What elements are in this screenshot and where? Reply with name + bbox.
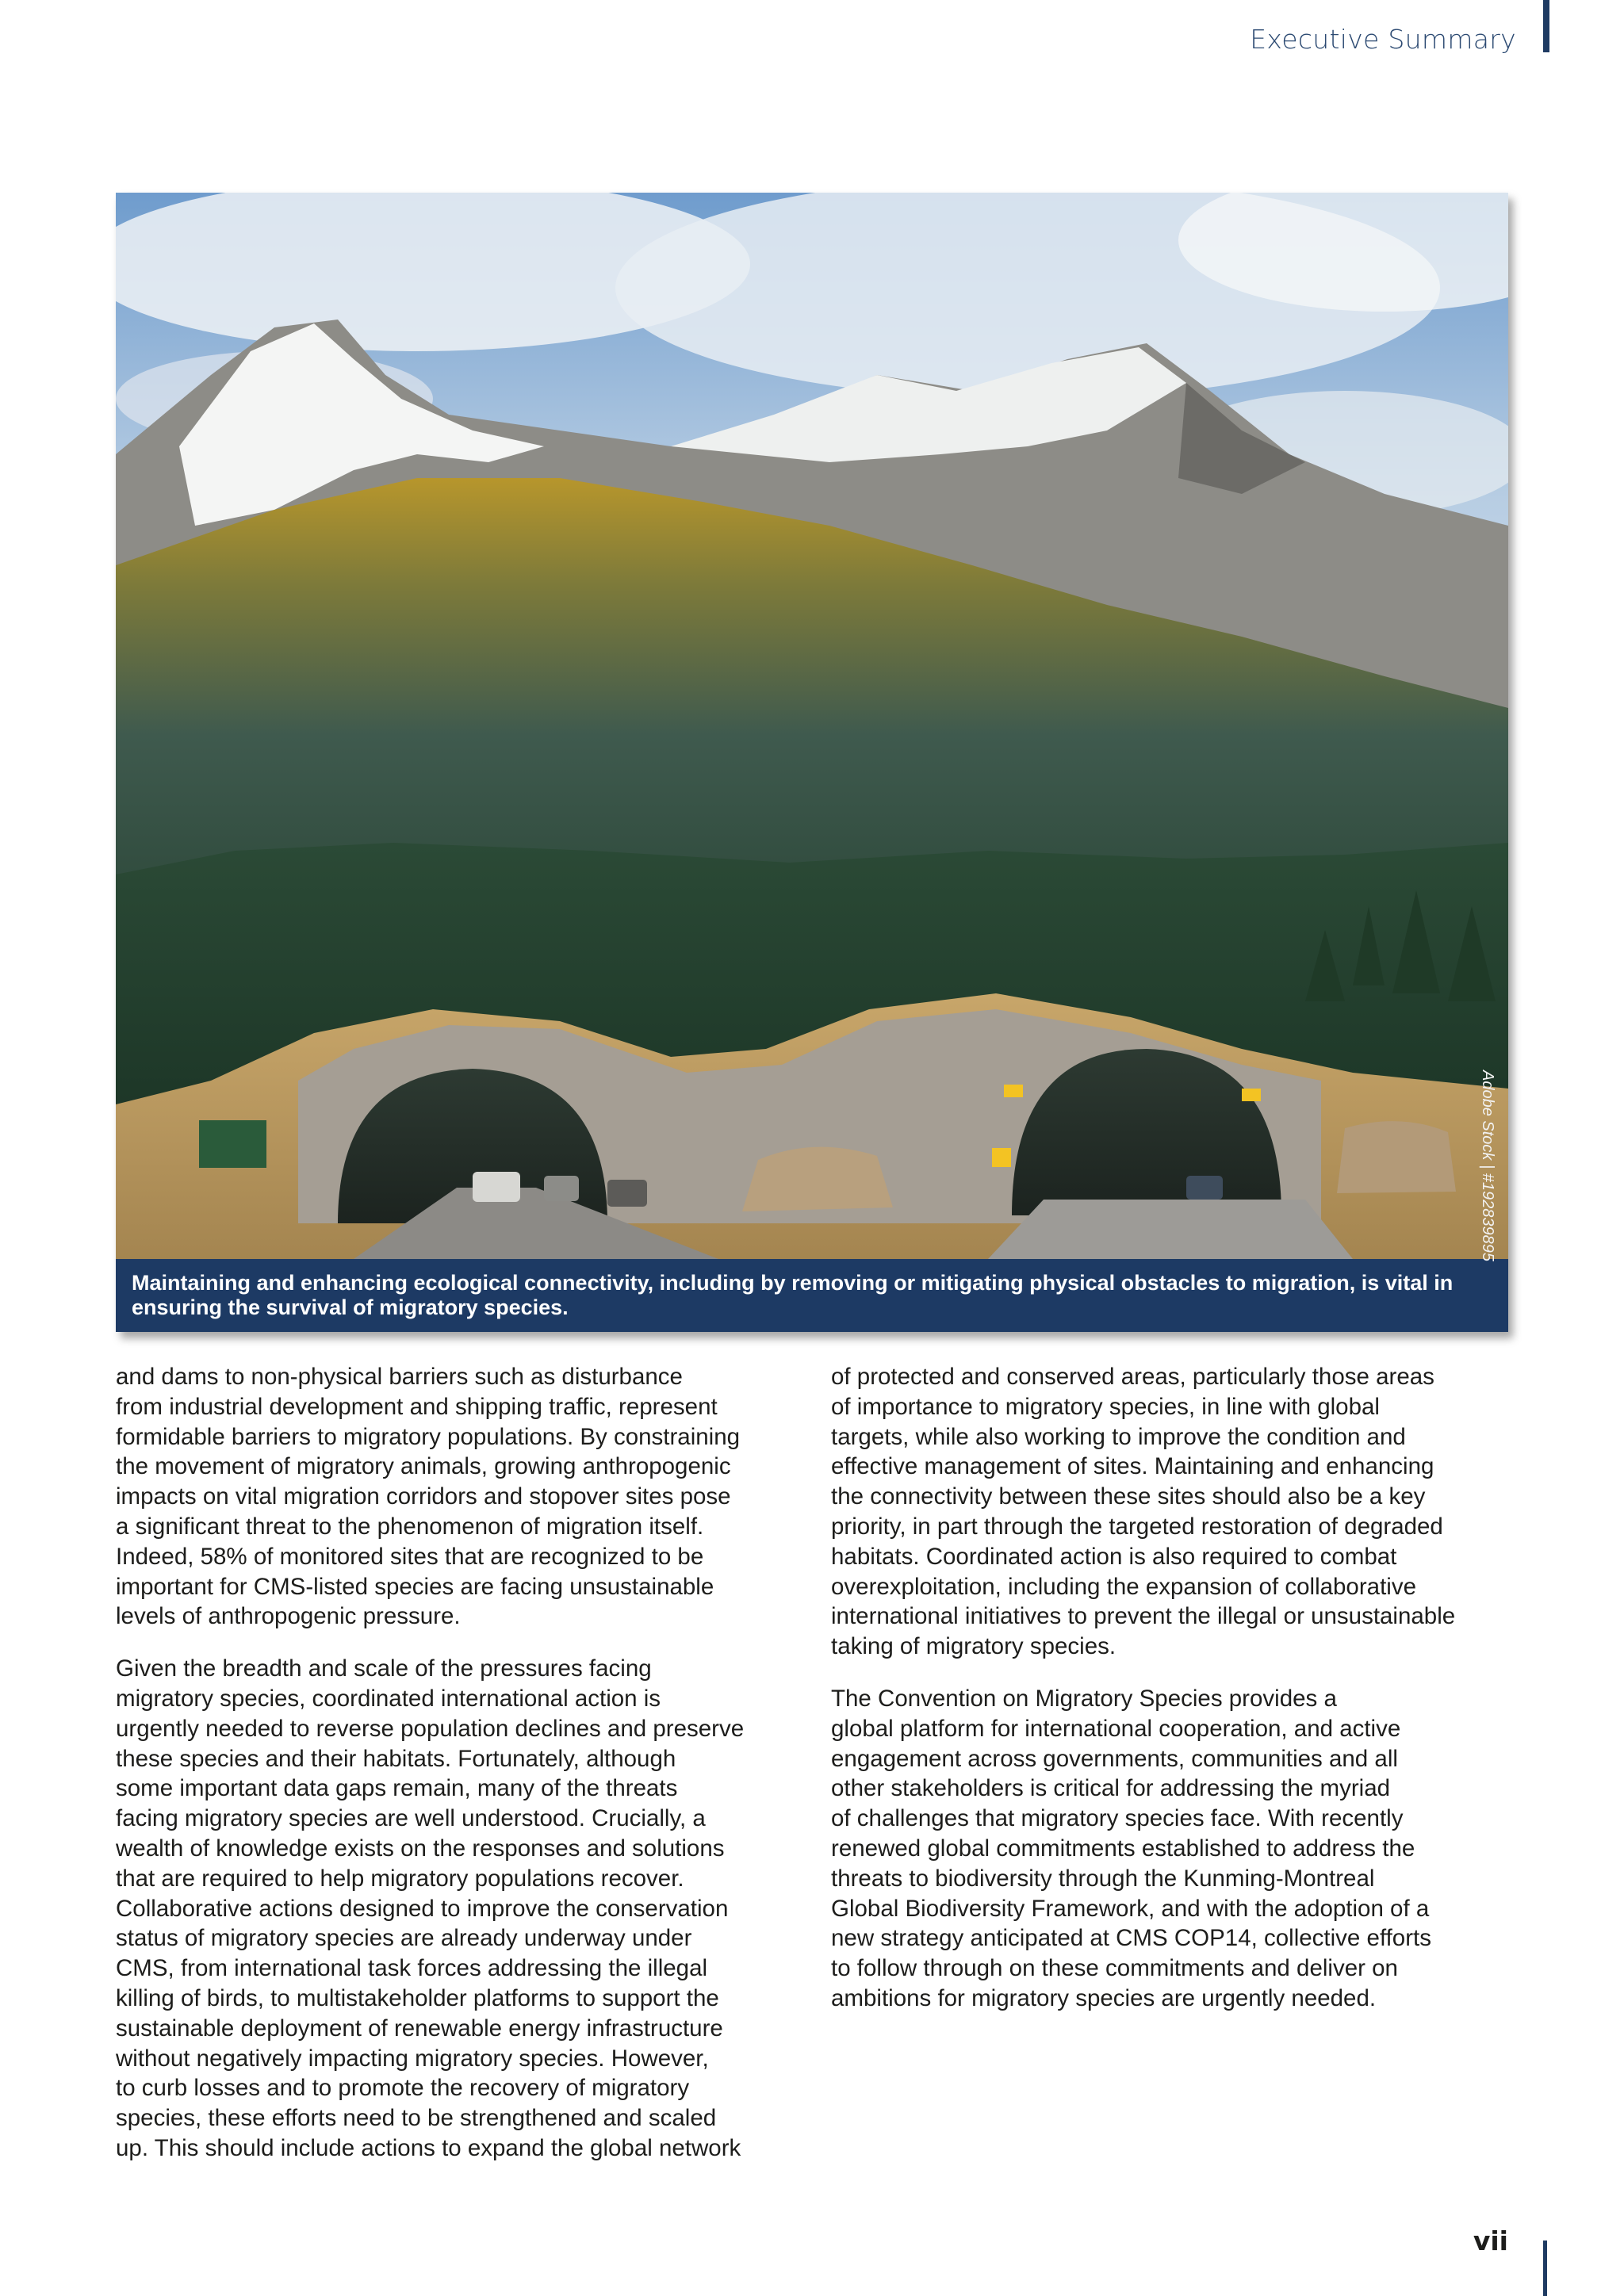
paragraph: The Convention on Migratory Species provides a global platform for international cooperation, and active engagement across governments, communities and all other stakeholders is critical for addressing the myriad of challenges that migratory species face. With recently renewed global commitments established to address the threats to biodiversity through the Kunming-Montreal Global Biodiversity Framework, and with the adoption of a new strategy anticipated at CMS COP14, collective efforts to follow through on these commitments and deliver on ambitions for migratory species are urgently needed. xyxy=(831,1685,1431,2011)
figure xyxy=(116,193,1508,1332)
figure-caption: Maintaining and enhancing ecological connectivity, including by removing or mitigating physical obstacles to migration, is vital in ensuring the survival of migratory species. xyxy=(116,1259,1508,1332)
page-number: vii xyxy=(1473,2225,1508,2256)
paragraph: Given the breadth and scale of the pressures facing migratory species, coordinated international action is urgently needed to reverse population declines and preserve these species and their habitats. Fortunately, although some important data gaps remain, many of the threats facing migratory species are well understood. Crucially, a wealth of knowledge exists on the responses and solutions that are required to help migratory populations recover. Collaborative actions designed to improve the conservation status of migratory species are already underway under CMS, from international task forces addressing the illegal killing of birds, to multistakeholder platforms to support the sustainable deployment of renewable energy infrastructure without negatively impacting migratory species. However, to curb losses and to promote the recovery of migratory species, these efforts need to be strengthened and scaled up. This should include actions to expand the global network xyxy=(116,1655,745,2161)
body-right-column xyxy=(831,1362,1511,2036)
body-left-column xyxy=(116,1362,796,2186)
footer-accent-bar xyxy=(1543,2241,1547,2296)
photo-credit: Adobe Stock | #192839895 xyxy=(1479,1070,1496,1261)
section-title: Executive Summary xyxy=(1250,24,1516,55)
header-accent-bar xyxy=(1543,0,1549,52)
paragraph: and dams to non-physical barriers such as disturbance from industrial development and shipping traffic, represent formidable barriers to migratory populations. By constraining the movement of migratory animals, growing anthropogenic impacts on vital migration corridors and stopover sites pose a significant threat to the phenomenon of migration itself. Indeed, 58% of monitored sites that are recognized to be important for CMS-listed species are facing unsustainable levels of anthropogenic pressure. xyxy=(116,1364,741,1630)
paragraph: of protected and conserved areas, particularly those areas of importance to migratory species, in line with global targets, while also working to improve the condition and effective management of sites. Maintaining and enhancing the connectivity between these sites should also be a key priority, in part through the targeted restoration of degraded habitats. Coordinated action is also required to combat overexploitation, including the expansion of collaborative international initiatives to prevent the illegal or unsustainable taking of migratory species. xyxy=(831,1364,1456,1660)
wildlife-overpass-photo xyxy=(116,193,1508,1259)
